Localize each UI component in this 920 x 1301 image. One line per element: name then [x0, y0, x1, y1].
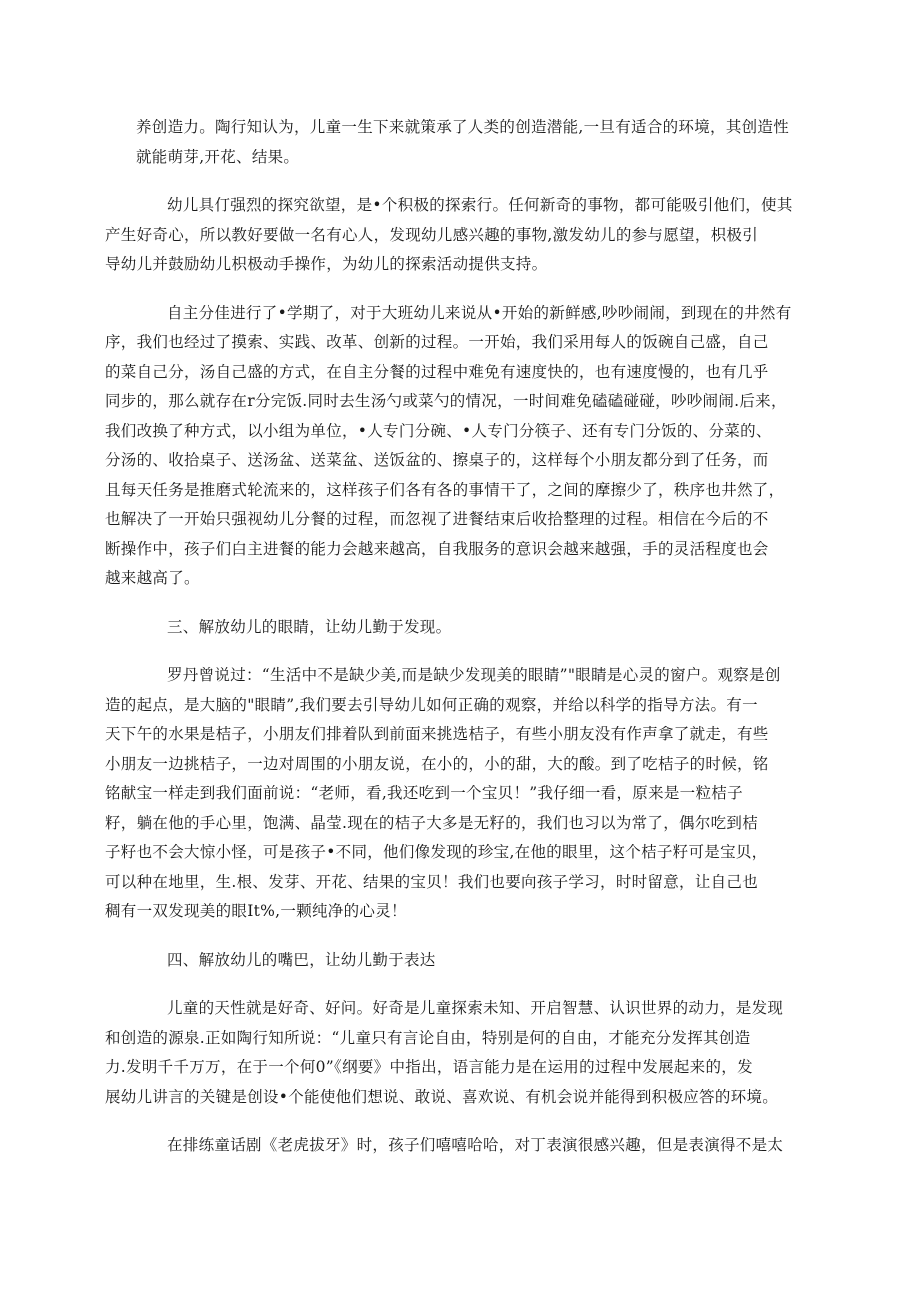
- section-heading: [136, 946, 787, 976]
- text-line: 导幼儿并鼓励幼儿枳极动手操作，为幼儿的探索活动提供支持。: [105, 255, 548, 273]
- text-line: 断操作中，孩子们白主进餐的能力会越来越高，自我服务的意识会越来越强，手的灵活程度也会: [105, 539, 769, 558]
- paragraph: [136, 1131, 787, 1161]
- text-line: 自主分佳进行了•学期了，对于大班幼儿来说从•开始的新鲜感,吵吵闹闹，到现在的井然有: [167, 303, 792, 322]
- paragraph: [105, 191, 793, 280]
- text-line: 力.发明千千万万，在于一个何0”《纲要》中指出，语言能力是在运用的过程中发展起来的，发: [105, 1058, 753, 1076]
- text-line: 天下午的水果是桔子，小朋友们排着队到前面来挑选桔子，有些小朋友没有作声拿了就走，有些: [105, 725, 769, 743]
- text-line: 展幼儿讲言的关键是创设•个能使他们想说、敢说、喜欢说、有机会说并能得到积极应答的环境。: [105, 1087, 779, 1106]
- text-line: 儿童的天性就是好奇、好问。好奇是儿童探索未知、开启智慧、认识世界的动力，是发现: [167, 999, 784, 1017]
- text-line: 小朋友一边挑桔子，一边对周围的小朋友说，在小的，小的甜，大的酸。到了吃桔子的时候，铭: [105, 754, 769, 773]
- text-line: 四、解放幼儿的嘴巴，让幼儿勤于表达: [167, 950, 436, 969]
- text-line: 幼儿具仃强烈的探究欲望，是•个积极的探索行。任何新奇的事物，都可能吸引他们，使其: [167, 196, 793, 214]
- text-line: 我们改换了种方式，以小组为单位，•人专门分碗、•人专门分筷子、还有专门分饭的、分菜的、: [105, 421, 772, 440]
- text-line: 三、解放幼儿的眼睛，让幼儿勤于发现。: [167, 617, 452, 636]
- text-line: 铭献宝一样走到我们面前说：“老师，看,我还吃到一个宝贝！”我仔细一看，原来是一粒桔子: [105, 784, 743, 802]
- section-heading: [136, 613, 787, 643]
- text-line: 籽，躺在他的手心里，饱满、晶莹.现在的桔子大多是无籽的，我们也习以为常了，偶尔吃到桔: [105, 813, 759, 832]
- text-line: 稠有一双发现美的眼It%,一颗纯净的心灵！: [105, 902, 407, 920]
- text-line: 在排练童话剧《老虎拔牙》时，孩子们嘻嘻哈哈，对丁表演很感兴趣，但是表演得不是太: [167, 1136, 784, 1154]
- paragraph: [105, 661, 787, 927]
- text-line: 造的起点，是大脑的"眼睛”,我们要去引导幼儿如何正确的观察，并给以科学的指导方法。有一: [105, 695, 758, 714]
- paragraph: [105, 994, 787, 1112]
- document-body: [105, 113, 793, 1180]
- text-line: 序，我们也经过了摸索、实践、改革、创新的过程。一开始，我们采用每人的饭碗自己盛，自己: [105, 333, 769, 351]
- text-line: 的菜自己分，汤自己盛的方式，在自主分餐的过程中难免有速度快的，也有速度慢的，也有几乎: [105, 362, 769, 381]
- text-line: 同步的，那么就存在r分完饭.同时去生汤勺或菜勺的情况，一时间难免磕磕碰碰，吵吵闹闹.后来，: [105, 392, 787, 410]
- paragraph: [105, 299, 792, 594]
- text-line: 可以种在地里，生.根、发芽、开花、结果的宝贝！我们也要向孩子学习，时时留意，让自己也: [105, 872, 759, 891]
- text-line: 也解决了一开始只强视幼儿分餐的过程，而忽视了进餐结束后收拾整理的过程。相信在今后的不: [105, 510, 769, 528]
- text-line: 子籽也不会大惊小怪，可是孩子•不同，他们像发现的珍宝,在他的眼里，这个桔子籽可是宝贝，: [105, 843, 768, 861]
- text-line: 和创造的源泉.正如陶行知所说：“儿童只有言论自由，特别是何的自由，才能充分发挥其创造: [105, 1028, 751, 1047]
- text-line: 且每天任务是推磨式轮流来的，这样孩子们各有各的事情干了，之间的摩擦少了，秩序也井然了，: [105, 480, 785, 499]
- text-line: 罗丹曾说过：“生活中不是缺少美,而是缺少发现美的眼睛”"眼睛是心灵的窗户。观察是创: [167, 666, 781, 684]
- text-line: 产生好奇心，所以教好要做一名有心人，发现幼儿感兴趣的事物,激发幼儿的参与愿望，枳极引: [105, 225, 759, 244]
- text-line: 养创造力。陶行知认为，儿童一生下来就策承了人类的创造潜能,一旦有适合的环境，其创造性: [136, 118, 790, 136]
- text-line: 分汤的、收拾桌子、送汤盆、送菜盆、送饭盆的、擦桌子的，这样每个小朋友都分到了任务，而: [105, 451, 769, 469]
- text-line: 越来越高了。: [105, 569, 200, 587]
- paragraph: [136, 113, 790, 172]
- text-line: 就能萌芽,开花、结果。: [136, 147, 300, 166]
